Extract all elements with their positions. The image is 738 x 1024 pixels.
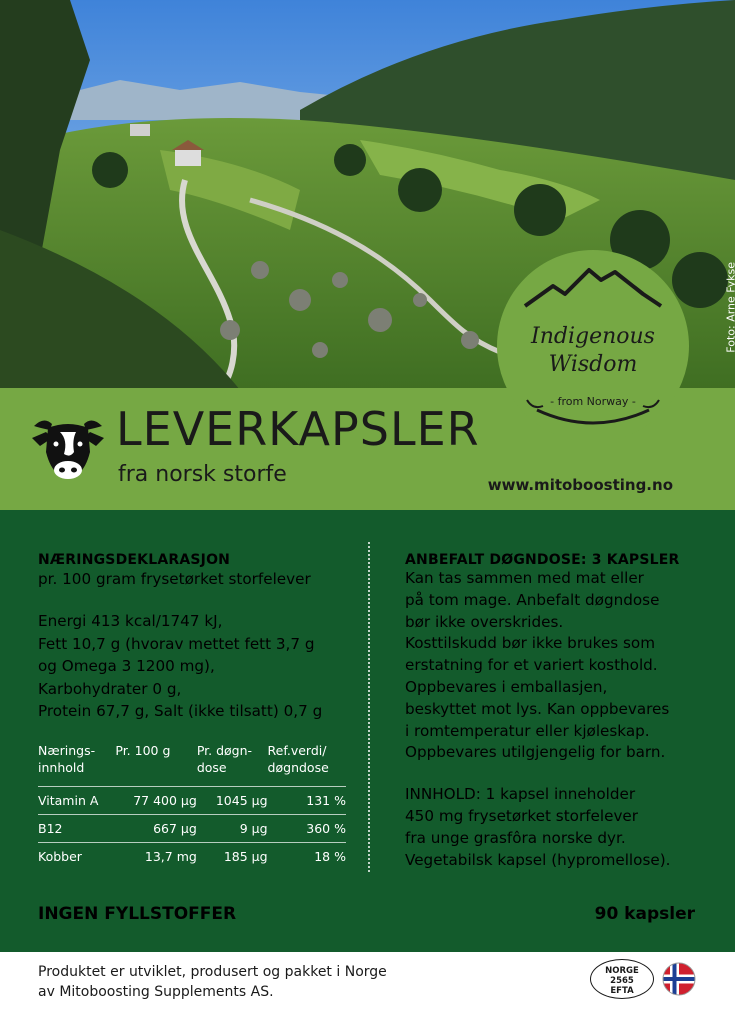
logo-text-indigenous: Indigenous	[531, 324, 655, 349]
table-cell: 18 %	[268, 843, 346, 871]
nutrition-line: Energi 413 kcal/1747 kJ,	[38, 612, 223, 631]
table-header: Pr. døgn- dose	[196, 743, 253, 775]
dosage-line: bør ikke overskrides.	[405, 612, 564, 631]
table-cell: 360 %	[268, 815, 346, 843]
table-cell: Vitamin A	[38, 787, 115, 815]
nutrition-declaration	[38, 552, 358, 722]
manufacturer-line: Produktet er utviklet, produsert og pakket i Norge	[38, 964, 387, 980]
product-subtitle: fra norsk storfe	[118, 462, 287, 487]
nutrition-basis: pr. 100 gram frysetørket storfelever	[38, 570, 311, 588]
dosage-line: på tom mage. Anbefalt døgndose	[405, 590, 660, 609]
table-header-row	[38, 742, 346, 787]
cow-head-icon	[30, 412, 106, 482]
table-cell: 131 %	[268, 787, 346, 815]
table-cell: 13,7 mg	[115, 843, 196, 871]
nutrition-line: og Omega 3 1200 mg),	[38, 657, 215, 676]
table-cell: B12	[38, 815, 115, 843]
dosage-section	[405, 552, 705, 871]
table-cell: 667 µg	[115, 815, 196, 843]
table-cell: Kobber	[38, 843, 115, 871]
dosage-line: beskyttet mot lys. Kan oppbevares	[405, 699, 670, 718]
no-fillers-claim: INGEN FYLLSTOFFER	[38, 904, 237, 924]
table-cell: 185 µg	[197, 843, 268, 871]
table-header: Nærings- innhold	[38, 743, 96, 775]
contents-line: 450 mg frysetørket storfelever	[405, 806, 639, 825]
column-divider	[368, 542, 370, 872]
norway-flag-icon	[662, 962, 696, 996]
product-title: LEVERKAPSLER	[116, 402, 480, 456]
dosage-line: Oppbevares i emballasjen,	[405, 677, 608, 696]
brand-logo-badge	[497, 250, 689, 442]
contents-line: fra unge grasfôra norske dyr.	[405, 828, 626, 847]
table-header: Ref.verdi/ døgndose	[267, 743, 329, 775]
table-header: Pr. 100 g	[115, 743, 171, 758]
contents-line: INNHOLD: 1 kapsel inneholder	[405, 785, 636, 804]
table-cell: 9 µg	[197, 815, 268, 843]
manufacturer-line: av Mitoboosting Supplements AS.	[38, 984, 274, 1000]
logo-text-from-norway: - from Norway -	[550, 395, 636, 408]
photo-credit: Foto: Arne Fykse	[725, 262, 738, 353]
manufacturer-note	[38, 962, 387, 1002]
dosage-heading: ANBEFALT DØGNDOSE: 3 KAPSLER	[405, 552, 680, 568]
table-cell: 77 400 µg	[115, 787, 196, 815]
dosage-line: Kan tas sammen med mat eller	[405, 569, 644, 587]
nutrition-line: Fett 10,7 g (hvorav mettet fett 3,7 g	[38, 634, 315, 653]
dosage-line: erstatning for et variert kosthold.	[405, 656, 658, 675]
efta-approval-stamp: NORGE 2565 EFTA	[590, 959, 654, 999]
dosage-line: Oppbevares utilgjengelig for barn.	[405, 743, 666, 762]
nutrition-line: Karbohydrater 0 g,	[38, 679, 182, 698]
table-row	[38, 815, 346, 843]
table-cell: 1045 µg	[197, 787, 268, 815]
contents-line: Vegetabilsk kapsel (hypromellose).	[405, 850, 671, 869]
dosage-line: i romtemperatur eller kjøleskap.	[405, 721, 650, 740]
nutrient-table	[38, 742, 346, 870]
website-link[interactable]: www.mitoboosting.no	[487, 476, 673, 494]
nutrition-line: Protein 67,7 g, Salt (ikke tilsatt) 0,7 g	[38, 702, 323, 721]
table-row	[38, 787, 346, 815]
nutrition-heading: NÆRINGSDEKLARASJON	[38, 552, 231, 568]
logo-text-wisdom: Wisdom	[548, 352, 638, 377]
capsule-count: 90 kapsler	[594, 904, 695, 924]
dosage-line: Kosttilskudd bør ikke brukes som	[405, 634, 656, 653]
table-row	[38, 843, 346, 871]
